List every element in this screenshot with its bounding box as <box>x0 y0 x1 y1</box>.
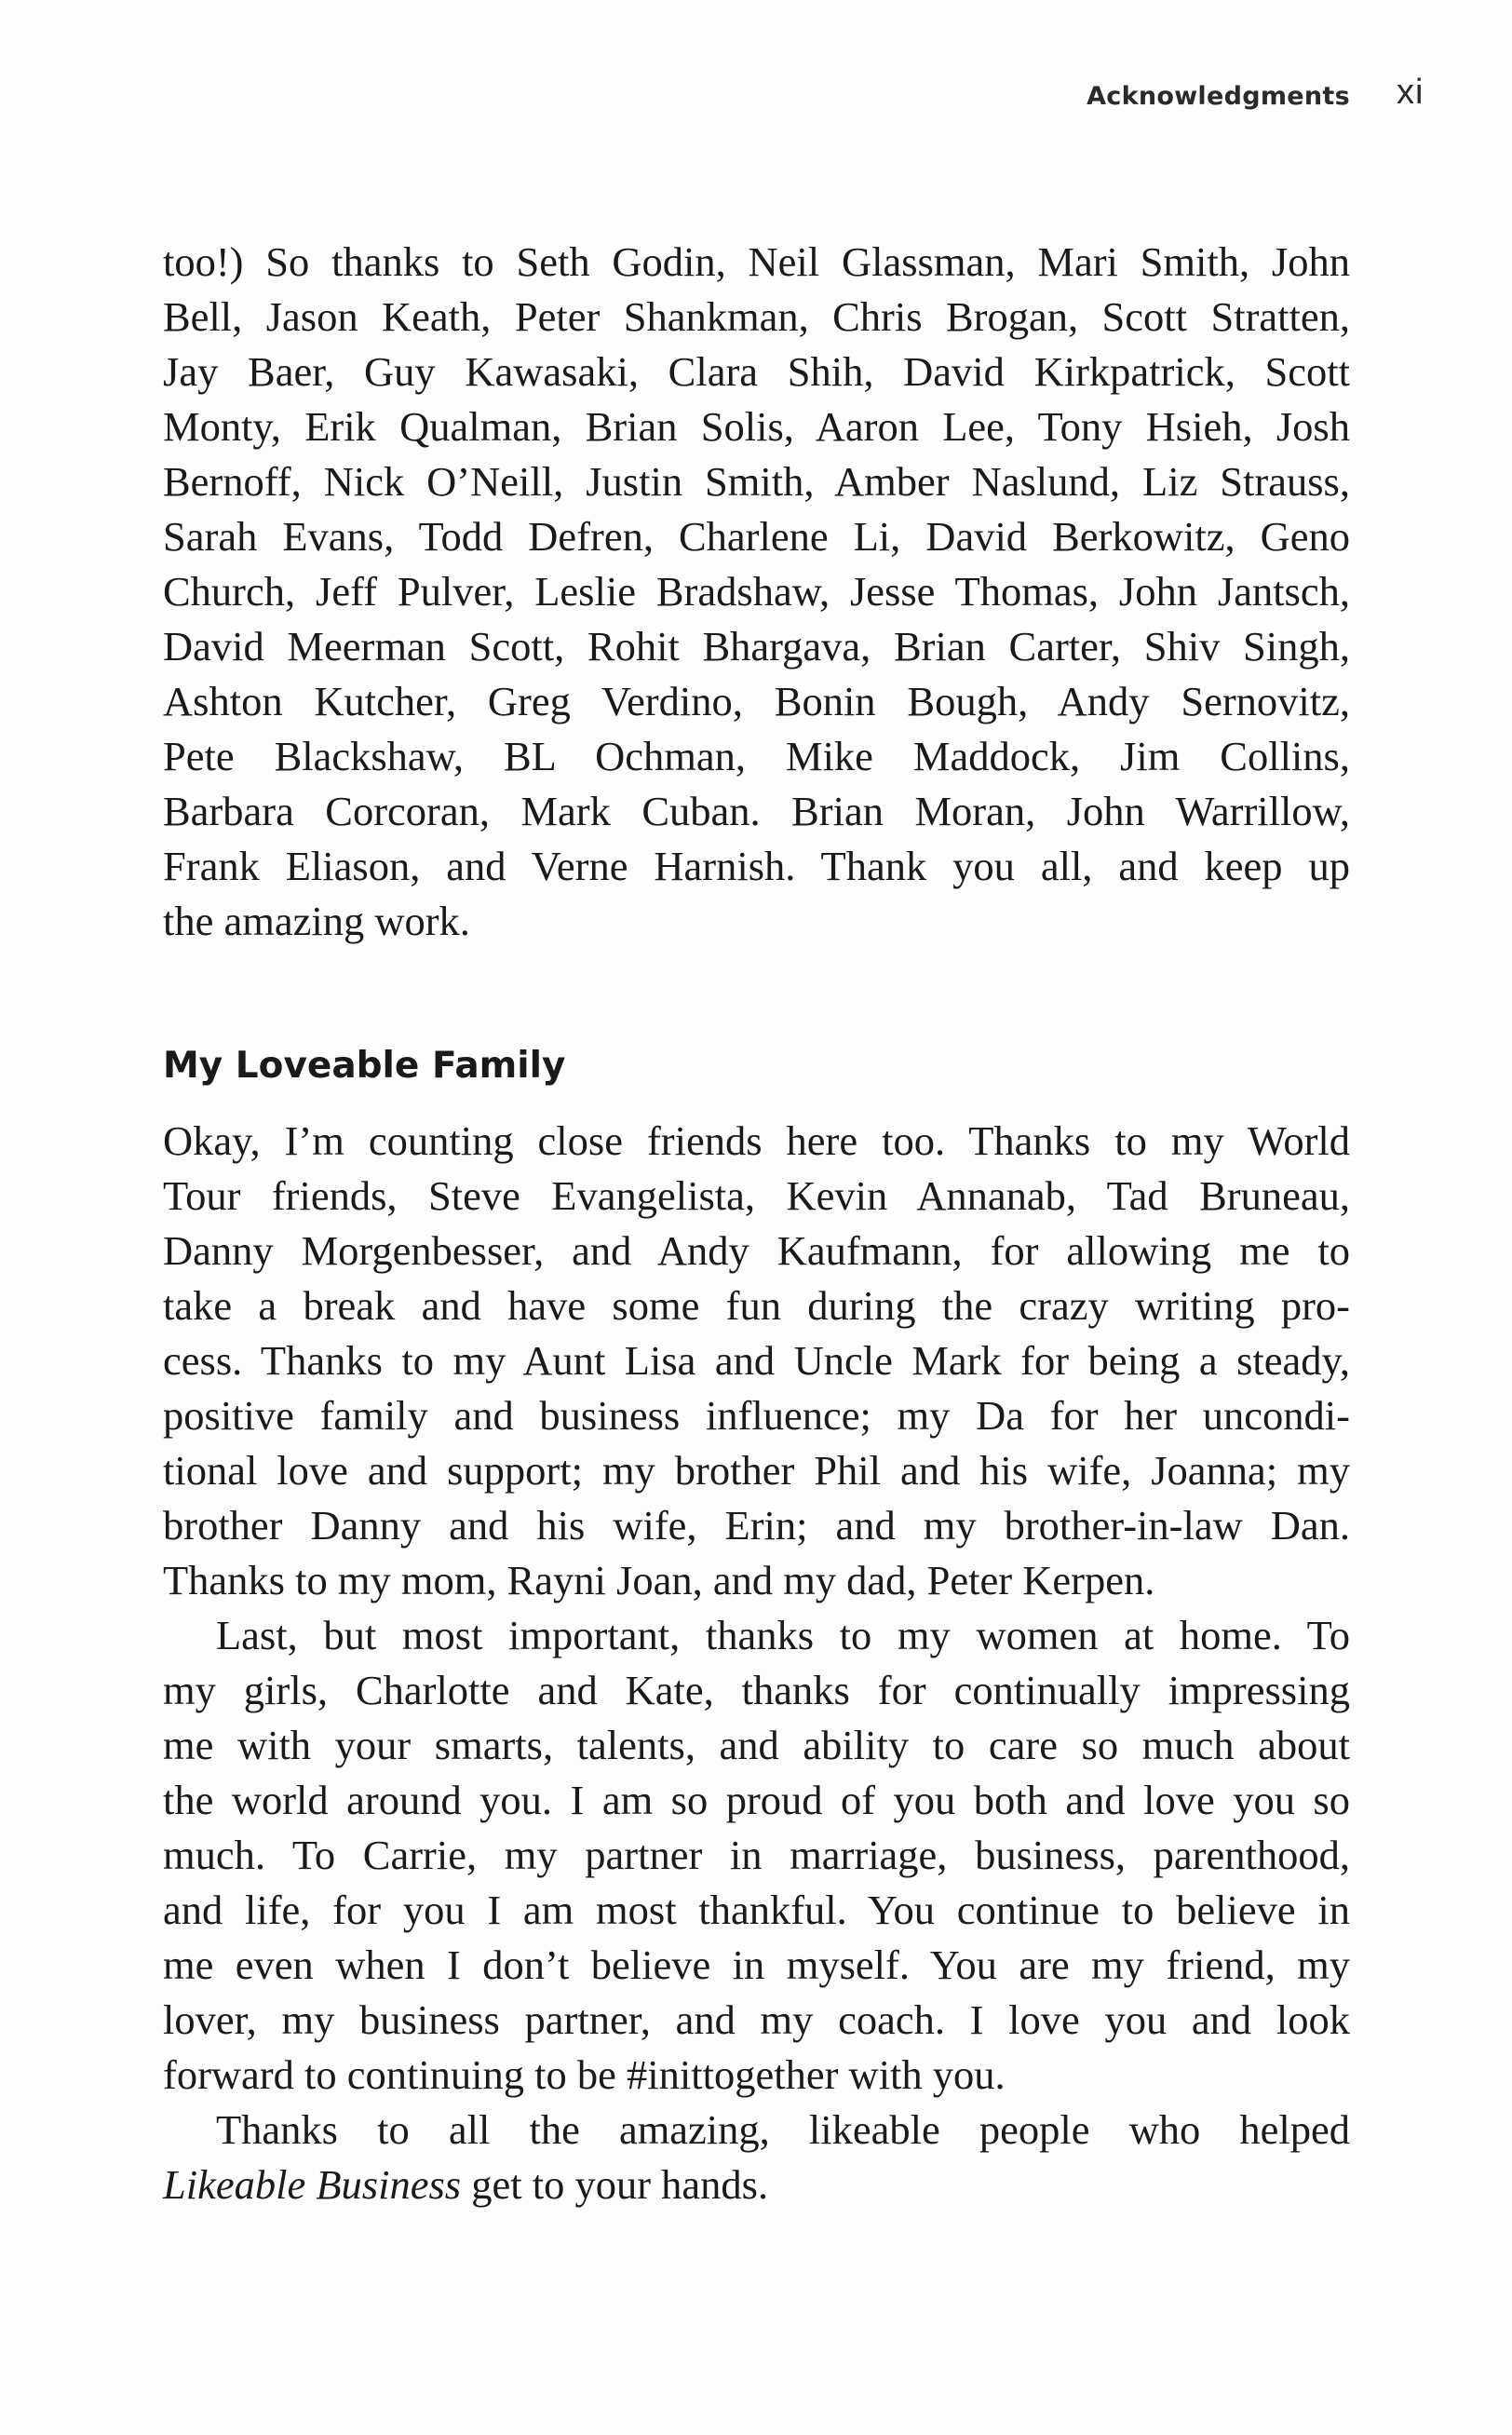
text-line: tional love and support; my brother Phil and his wife, Joanna; my <box>163 1447 1350 1494</box>
text-line: Bernoff, Nick O’Neill, Justin Smith, Amber Naslund, Liz Strauss, <box>163 458 1350 505</box>
text-line: my girls, Charlotte and Kate, thanks for continually impressing <box>163 1667 1350 1713</box>
page-number: xi <box>1397 73 1424 112</box>
text-line: Ashton Kutcher, Greg Verdino, Bonin Bough, Andy Sernovitz, <box>163 678 1350 724</box>
text-line: forward to continuing to be #inittogether with you. <box>163 2051 1006 2098</box>
text-line: too!) So thanks to Seth Godin, Neil Glassman, Mari Smith, John <box>163 238 1350 285</box>
text-line: Okay, I’m counting close friends here too. Thanks to my World <box>163 1117 1350 1164</box>
text-line: Monty, Erik Qualman, Brian Solis, Aaron Lee, Tony Hsieh, Josh <box>163 403 1350 450</box>
text-line <box>163 2158 1350 2212</box>
text-line: Danny Morgenbesser, and Andy Kaufmann, for allowing me to <box>163 1227 1350 1274</box>
text-line: David Meerman Scott, Rohit Bhargava, Brian Carter, Shiv Singh, <box>163 623 1350 670</box>
women-at-home-paragraph <box>163 1608 1350 2103</box>
running-head: Acknowledgments <box>1087 82 1350 111</box>
text-line: me with your smarts, talents, and ability to care so much about <box>163 1722 1350 1768</box>
text-line: the amazing work. <box>163 898 470 944</box>
text-line: me even when I don’t believe in myself. You are my friend, my <box>163 1941 1350 1988</box>
text-line: Church, Jeff Pulver, Leslie Bradshaw, Jesse Thomas, John Jantsch, <box>163 568 1350 615</box>
text-line: Tour friends, Steve Evangelista, Kevin Annanab, Tad Bruneau, <box>163 1172 1350 1219</box>
text-line: Frank Eliason, and Verne Harnish. Thank you all, and keep up <box>163 843 1350 889</box>
text-line: Sarah Evans, Todd Defren, Charlene Li, David Berkowitz, Geno <box>163 513 1350 560</box>
text-line: Last, but most important, thanks to my women at home. To <box>216 1612 1350 1658</box>
text-line: positive family and business influence; my Da for her uncondi- <box>163 1392 1350 1439</box>
text-line: cess. Thanks to my Aunt Lisa and Uncle Mark for being a steady, <box>163 1337 1350 1384</box>
text-line: Pete Blackshaw, BL Ochman, Mike Maddock, Jim Collins, <box>163 733 1350 779</box>
text-line: Thanks to all the amazing, likeable people who helped <box>216 2106 1350 2153</box>
text-line: brother Danny and his wife, Erin; and my brother-in-law Dan. <box>163 1502 1350 1549</box>
book-title: Likeable Business <box>163 2161 462 2208</box>
text-line: Jay Baer, Guy Kawasaki, Clara Shih, David Kirkpatrick, Scott <box>163 348 1350 395</box>
thanks-paragraph <box>163 235 1350 949</box>
text-line: the world around you. I am so proud of you both and love you so <box>163 1777 1350 1823</box>
text-line: lover, my business partner, and my coach. I love you and look <box>163 1996 1350 2043</box>
family-section-body <box>163 1114 1350 2212</box>
text-line: take a break and have some fun during the crazy writing pro- <box>163 1282 1350 1329</box>
section-heading: My Loveable Family <box>163 1045 566 1087</box>
text-line: Bell, Jason Keath, Peter Shankman, Chris Brogan, Scott Stratten, <box>163 293 1350 340</box>
closing-paragraph <box>163 2103 1350 2212</box>
text-line: Thanks to my mom, Rayni Joan, and my dad, Peter Kerpen. <box>163 1557 1155 1603</box>
family-paragraph <box>163 1114 1350 1608</box>
text-line: and life, for you I am most thankful. You continue to believe in <box>163 1887 1350 1933</box>
text-line: Barbara Corcoran, Mark Cuban. Brian Moran, John Warrillow, <box>163 788 1350 834</box>
text-line: much. To Carrie, my partner in marriage, business, parenthood, <box>163 1832 1350 1878</box>
text-fragment: get to your hands. <box>461 2161 769 2208</box>
